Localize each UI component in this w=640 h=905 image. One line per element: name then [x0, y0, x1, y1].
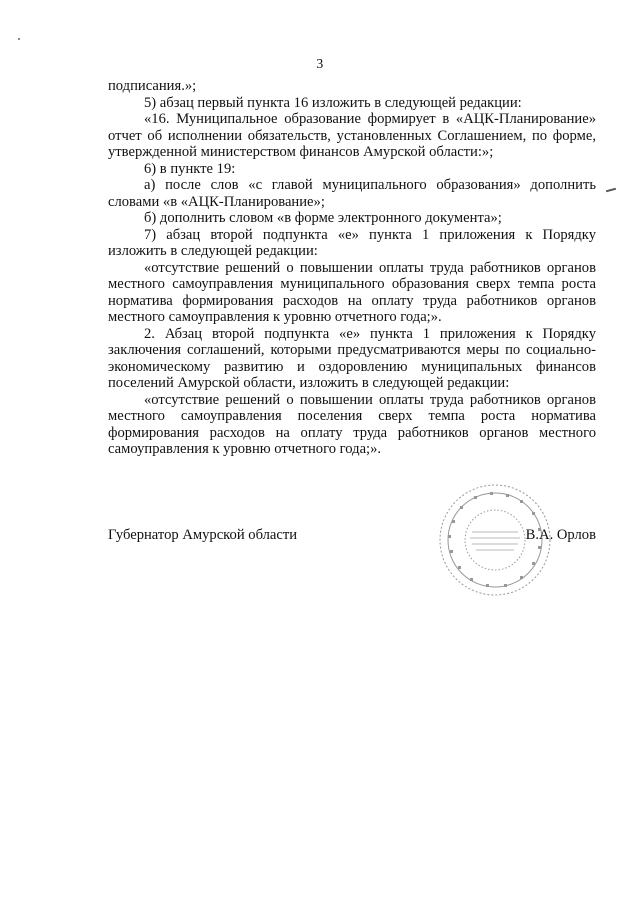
signatory-title: Губернатор Амурской области [108, 527, 298, 543]
paragraph-item-6: 6) в пункте 19: [144, 160, 236, 177]
signatory-name: В.А. Орлов [525, 527, 596, 543]
paragraph-continuation: подписания.»; [108, 78, 197, 94]
scan-speck [18, 38, 20, 40]
paragraph-item-7: 7) абзац второй подпункта «е» пункта 1 приложения к Порядку изложить в следующей редакции: [108, 226, 596, 259]
document-body [108, 78, 596, 458]
paragraph-item-5: 5) абзац первый пункта 16 изложить в следующей редакции: [144, 94, 522, 111]
paragraph-quote-16: «16. Муниципальное образование формирует в «АЦК-Планирование» отчет об исполнении обязательств, установленных Соглашением, по форме, утвержденной министерством финансов Амурской области:»; [108, 111, 596, 160]
margin-pen-mark [606, 188, 616, 193]
paragraph-subitem-b: б) дополнить словом «в форме электронного документа»; [144, 210, 502, 226]
paragraph-section-2: 2. Абзац второй подпункта «е» пункта 1 приложения к Порядку заключения соглашений, которыми предусматриваются меры по социально-экономическому развитию и оздоровлению муниципальных финансов поселений Амурской области, изложить в следующей редакции: [108, 325, 596, 391]
paragraph-subitem-a: а) после слов «с главой муниципального образования» дополнить словами «в «АЦК-Планирование»; [108, 177, 596, 210]
paragraph-quote-municipal: «отсутствие решений о повышении оплаты труда работников органов местного самоуправления муниципального образования сверх темпа роста норматива формирования расходов на оплату труда работников органов местного самоуправления к уровню отчетного года;». [108, 259, 596, 325]
page-number: 3 [316, 57, 324, 72]
paragraph-quote-settlement: «отсутствие решений о повышении оплаты труда работников органов местного самоуправления поселения сверх темпа роста норматива формирования расходов на оплату труда работников органов местного самоуправления к уровню отчетного года;». [108, 391, 596, 457]
